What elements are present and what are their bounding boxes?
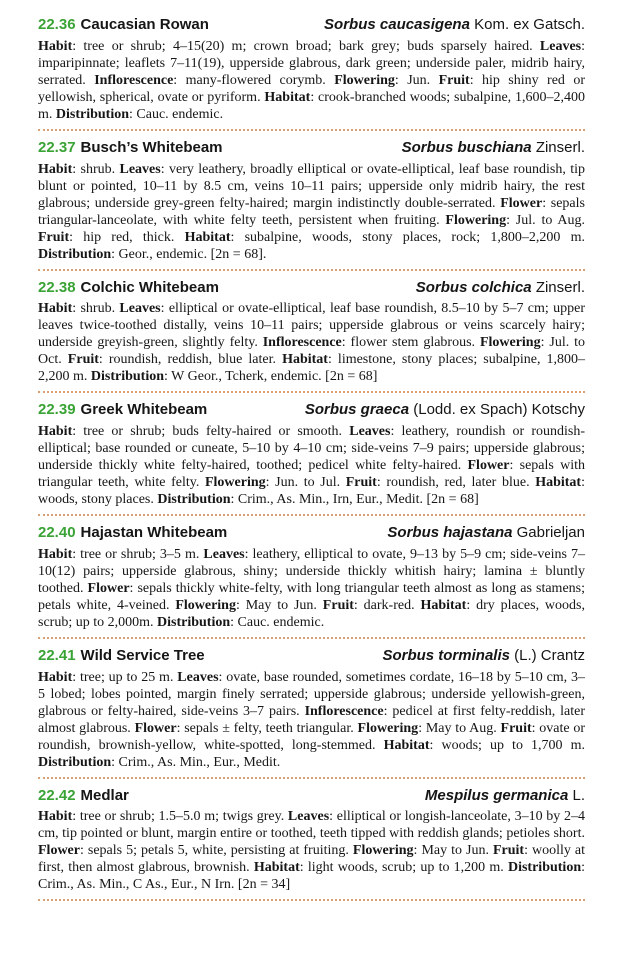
entry-title xyxy=(38,16,209,35)
field-label: Habit xyxy=(38,301,73,317)
field-label: Flower xyxy=(134,720,177,736)
entry-title xyxy=(38,279,219,298)
field-label: Leaves xyxy=(119,161,161,177)
field-label: Inflorescence xyxy=(94,72,174,88)
field-label: Habit xyxy=(38,38,73,54)
field-label: Fruit xyxy=(492,843,525,859)
entry-title xyxy=(38,401,207,420)
field-label: Distribution xyxy=(90,369,165,385)
entry-number: 22.36 xyxy=(38,16,76,33)
field-label: Habit xyxy=(38,669,73,685)
entry-scientific xyxy=(382,647,585,666)
species-entry xyxy=(38,139,585,271)
entry-header xyxy=(38,279,585,298)
field-label: Distribution xyxy=(38,754,112,770)
entry-authority: L. xyxy=(572,786,585,804)
field-label: Distribution xyxy=(157,492,231,507)
field-label: Fruit xyxy=(345,475,377,490)
entry-title xyxy=(38,647,205,666)
field-label: Fruit xyxy=(500,720,532,736)
species-list xyxy=(38,16,585,901)
entry-description: Habit: shrub. Leaves: elliptical or ovate-elliptical, leaf base roundish, 8.5–10 by 5–7 cm; upper leaves twice-toothed distally, veins 10–11 pairs; upperside glabrous or veins scarcely hairy; underside greyish-green, slightly felty. Inflorescence: flower stem glabrous. Flowering: Jul. to Oct. Fruit: roundish, reddish, blue later. Habitat: limestone, stony places; subalpine, 1,800–2,200 m. Distribution: W Geor., Tcherk, endemic. [2n = 68] xyxy=(38,301,586,385)
species-entry xyxy=(38,647,585,779)
entry-latin-name: Sorbus buschiana xyxy=(401,138,532,156)
entry-latin-name: Mespilus germanica xyxy=(424,786,569,804)
species-entry xyxy=(38,401,585,516)
entry-common-name: Greek Whitebeam xyxy=(80,401,208,419)
entry-scientific xyxy=(425,787,585,806)
entry-latin-name: Sorbus torminalis xyxy=(382,646,510,664)
field-label: Habitat xyxy=(184,229,231,245)
field-label: Flower xyxy=(467,458,510,473)
entry-divider xyxy=(38,129,585,131)
field-label: Inflorescence xyxy=(304,703,384,719)
field-label: Flowering xyxy=(204,475,266,490)
entry-divider xyxy=(38,637,585,639)
field-label: Flowering xyxy=(357,720,419,736)
field-label: Habitat xyxy=(420,597,467,613)
entry-number: 22.40 xyxy=(38,524,76,541)
field-label: Fruit xyxy=(38,229,70,245)
field-label: Habitat xyxy=(282,352,328,368)
field-label: Habitat xyxy=(535,475,582,490)
species-entry xyxy=(38,524,585,639)
entry-number: 22.38 xyxy=(38,278,76,296)
entry-header xyxy=(38,787,585,806)
field-label: Flowering xyxy=(334,72,395,88)
entry-number: 22.39 xyxy=(38,401,76,419)
entry-common-name: Colchic Whitebeam xyxy=(80,278,219,296)
entry-divider xyxy=(38,899,585,901)
entry-common-name: Wild Service Tree xyxy=(80,646,205,664)
entry-title xyxy=(38,139,223,158)
entry-header xyxy=(38,524,585,543)
entry-description: Habit: tree or shrub; 3–5 m. Leaves: leathery, elliptical to ovate, 9–13 by 5–9 cm; side-veins 7–10(12) pairs; upperside glabrous, shiny; underside thickly whitish hairy; lamina ± bluntly toothed. Flower: sepals thickly white-felty, with long triangular teeth almost as long as stamens; petals white, 4-veined. Flowering: May to Jun. Fruit: dark-red. Habitat: dry places, woods, scrub; up to 2,000m. Distribution: Cauc. endemic. xyxy=(38,546,585,630)
entry-scientific xyxy=(324,16,585,35)
field-label: Habitat xyxy=(253,860,300,876)
field-label: Leaves xyxy=(287,809,330,825)
entry-header xyxy=(38,16,585,35)
field-label: Distribution xyxy=(38,246,112,262)
entry-title xyxy=(38,524,227,543)
field-label: Habit xyxy=(38,424,73,439)
field-label: Habitat xyxy=(383,737,430,753)
entry-common-name: Caucasian Rowan xyxy=(80,16,209,33)
field-label: Flower xyxy=(500,195,543,211)
entry-description: Habit: tree or shrub; buds felty-haired or smooth. Leaves: leathery, roundish or roundish-elliptical; base rounded or cuneate, 5–10 by 4–10 cm; side-veins 7–9 pairs; upperside glabrous; underside thickly white felty-haired, toothed; pedicel white felty-haired. Flower: sepals with triangular teeth, white felty. Flowering: Jun. to Jul. Fruit: roundish, red, later blue. Habitat: woods, stony places. Distribution: Crim., As. Min., Irn, Eur., Medit. [2n = 68] xyxy=(38,424,586,507)
entry-latin-name: Sorbus hajastana xyxy=(387,524,513,541)
field-label: Habit xyxy=(38,161,73,177)
field-label: Habitat xyxy=(264,89,311,105)
entry-scientific xyxy=(402,139,585,158)
entry-latin-name: Sorbus graeca xyxy=(304,401,410,419)
field-label: Flowering xyxy=(479,335,541,351)
entry-authority: Gabrieljan xyxy=(516,524,585,541)
entry-authority: Zinserl. xyxy=(535,138,585,156)
entry-number: 22.41 xyxy=(38,646,76,664)
entry-divider xyxy=(38,269,585,271)
entry-common-name: Medlar xyxy=(80,786,129,804)
entry-latin-name: Sorbus caucasigena xyxy=(324,16,470,33)
entry-divider xyxy=(38,777,585,779)
field-label: Flowering xyxy=(352,843,414,859)
entry-header xyxy=(38,647,585,666)
entry-description: Habit: shrub. Leaves: very leathery, broadly elliptical or ovate-elliptical, leaf base roundish, tip blunt or pointed, 10–11 by 8.5 cm, veins 10–11 pairs; upperside only midrib hairy, the rest glabrous; underside grey-green felty-haired; margin indistinctly double-serrated. Flower: sepals triangular-lanceolate, with white felty teeth, persistent when fruiting. Flowering: Jul. to Aug. Fruit: hip red, thick. Habitat: subalpine, woods, stony places, rock; 1,800–2,200 m. Distribution: Geor., endemic. [2n = 68]. xyxy=(38,161,586,262)
entry-number: 22.37 xyxy=(38,138,76,156)
entry-scientific xyxy=(305,401,585,420)
field-label: Distribution xyxy=(507,860,582,876)
field-label: Flower xyxy=(87,580,130,596)
species-entry xyxy=(38,16,585,131)
entry-description: Habit: tree; up to 25 m. Leaves: ovate, base rounded, sometimes cordate, 16–18 by 5–10 cm, 3–5 lobed; lobes pointed, margin finely serrated; upperside glabrous; underside yellowish-green, glabrous or felty-haired, side-veins 3–7 pairs. Inflorescence: pedicel at first felty-reddish, later almost glabrous. Flower: sepals ± felty, teeth triangular. Flowering: May to Aug. Fruit: ovate or roundish, brownish-yellow, white-spotted, long-stemmed. Habitat: woods; up to 1,700 m. Distribution: Crim., As. Min., Eur., Medit. xyxy=(38,669,586,770)
entry-authority: Kom. ex Gatsch. xyxy=(474,16,585,33)
entry-latin-name: Sorbus colchica xyxy=(415,278,532,296)
field-label: Leaves xyxy=(119,301,161,317)
entry-authority: Zinserl. xyxy=(535,278,585,296)
entry-authority: (L.) Crantz xyxy=(514,646,585,664)
field-label: Distribution xyxy=(55,106,130,122)
entry-scientific xyxy=(387,524,585,543)
entry-common-name: Hajastan Whitebeam xyxy=(80,524,228,541)
entry-header xyxy=(38,139,585,158)
field-label: Flower xyxy=(38,843,80,859)
entry-number: 22.42 xyxy=(38,786,76,804)
field-label: Fruit xyxy=(67,352,99,368)
entry-header xyxy=(38,401,585,420)
entry-authority: (Lodd. ex Spach) Kotschy xyxy=(413,401,585,419)
field-label: Fruit xyxy=(322,597,354,613)
field-label: Habit xyxy=(38,546,73,562)
field-label: Distribution xyxy=(157,614,231,630)
field-label: Flowering xyxy=(445,212,507,228)
field-label: Leaves xyxy=(539,38,582,54)
entry-description: Habit: tree or shrub; 1.5–5.0 m; twigs grey. Leaves: elliptical or longish-lanceolate, 3–10 by 2–4 cm, tip pointed or blunt, margin entire or toothed, teeth tipped with reddish glands; petioles short. Flower: sepals 5; petals 5, white, persisting at fruiting. Flowering: May to Jun. Fruit: woolly at first, then almost glabrous, brownish. Habitat: light woods, scrub; up to 1,200 m. Distribution: Crim., As. Min., C As., Eur., N Irn. [2n = 34] xyxy=(38,809,585,893)
entry-scientific xyxy=(416,279,585,298)
field-label: Leaves xyxy=(203,546,245,562)
entry-common-name: Busch’s Whitebeam xyxy=(80,138,223,156)
field-label: Fruit xyxy=(438,72,470,88)
field-label: Habit xyxy=(38,809,73,825)
entry-description: Habit: tree or shrub; 4–15(20) m; crown broad; bark grey; buds sparsely haired. Leaves: imparipinnate; leaflets 7–11(19), upperside glabrous, dark green; underside paler, midrib hairy, serrated. Inflorescence: many-flowered corymb. Flowering: Jun. Fruit: hip shiny red or yellowish, spherical, ovate or pyriform. Habitat: crook-branched woods; subalpine, 1,600–2,400 m. Distribution: Cauc. endemic. xyxy=(38,38,586,122)
species-entry xyxy=(38,787,585,902)
entry-title xyxy=(38,787,129,806)
field-label: Leaves xyxy=(349,424,391,439)
field-label: Leaves xyxy=(177,669,219,685)
entry-divider xyxy=(38,391,585,393)
field-label: Flowering xyxy=(175,597,236,613)
field-label: Inflorescence xyxy=(262,335,342,351)
species-entry xyxy=(38,279,585,394)
entry-divider xyxy=(38,514,585,516)
